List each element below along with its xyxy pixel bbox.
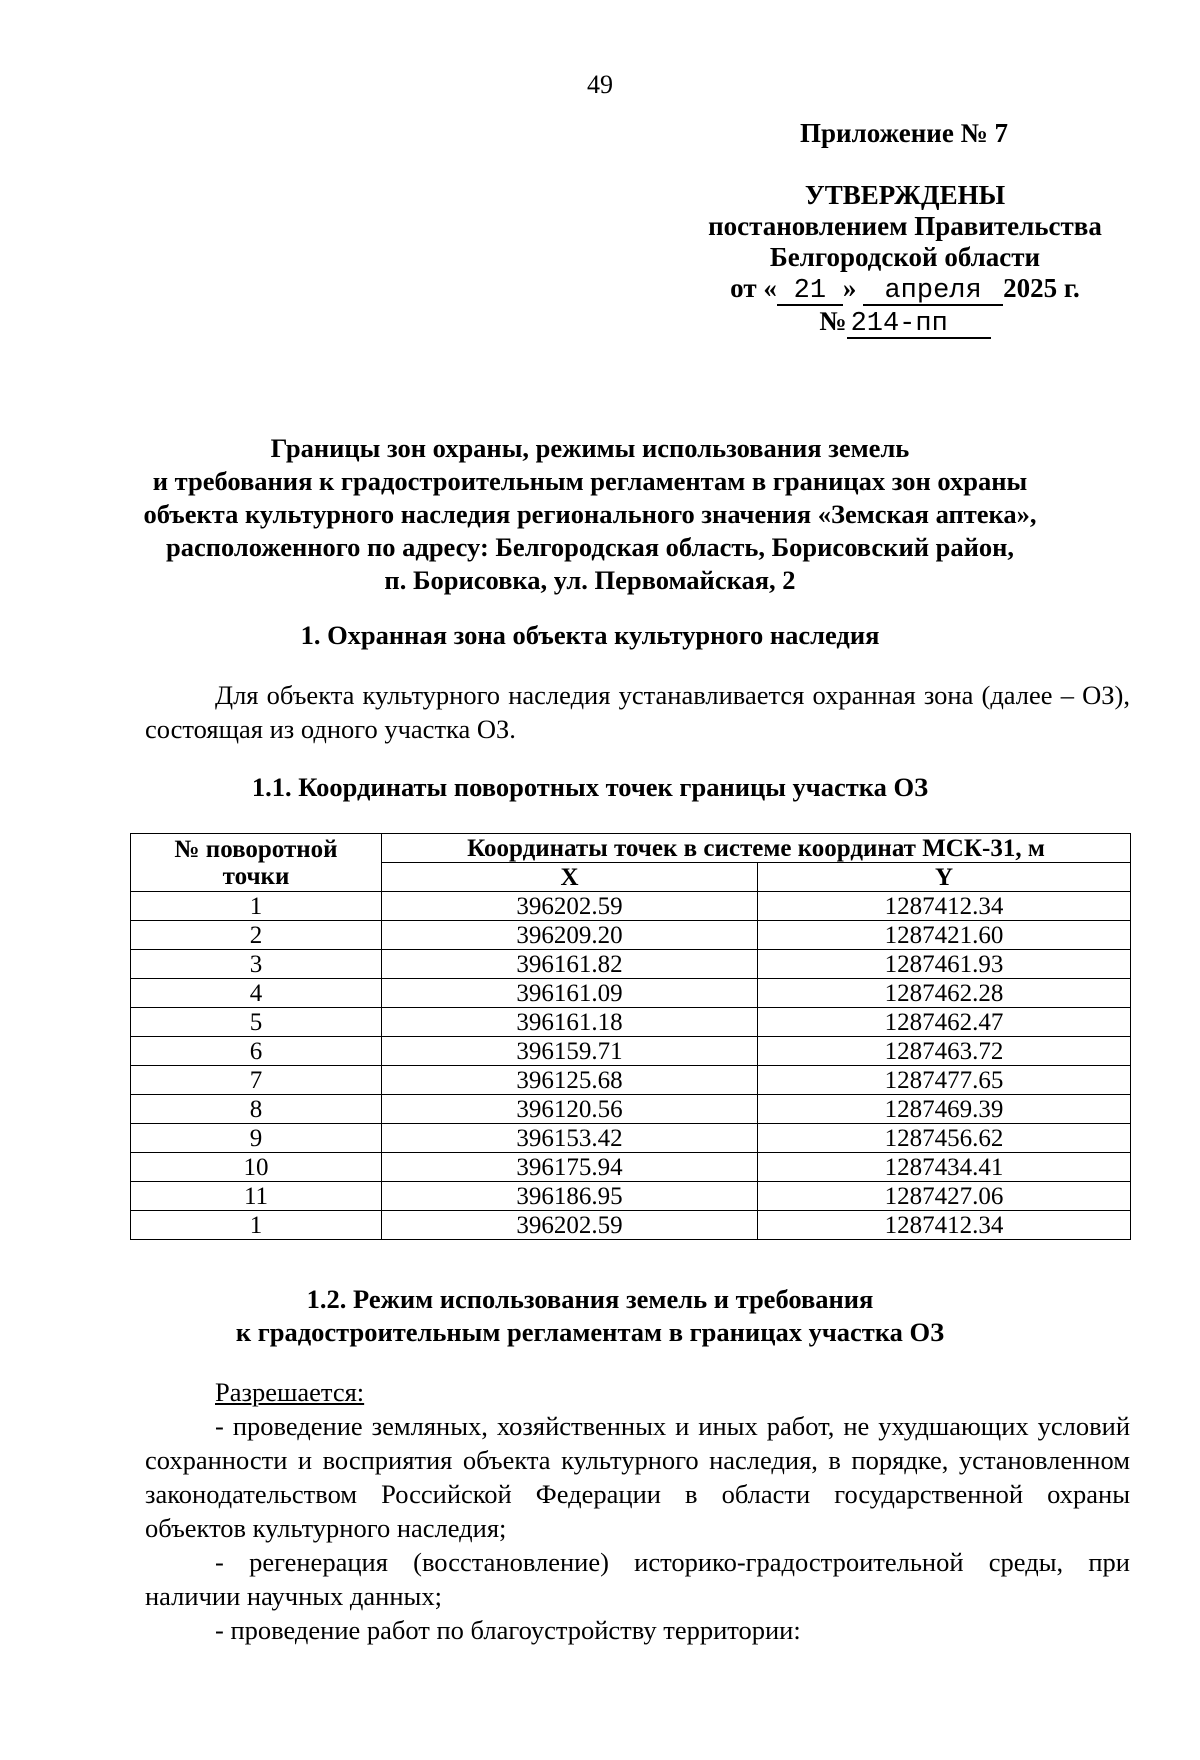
col-point-header xyxy=(131,834,382,892)
y-cell: 1287456.62 xyxy=(758,1124,1131,1153)
table-row xyxy=(131,921,1131,950)
allowed-label: Разрешается: xyxy=(215,1377,365,1407)
allowed-block xyxy=(145,1375,1130,1647)
y-cell: 1287412.34 xyxy=(758,1211,1131,1240)
point-cell: 6 xyxy=(131,1037,382,1066)
table-row xyxy=(131,892,1131,921)
x-cell: 396161.18 xyxy=(382,1008,758,1037)
x-cell: 396202.59 xyxy=(382,1211,758,1240)
table-row xyxy=(131,1211,1131,1240)
approval-line-1: постановлением Правительства xyxy=(708,211,1102,241)
point-cell: 1 xyxy=(131,892,382,921)
col-coords-header: Координаты точек в системе координат МСК-31, м xyxy=(382,834,1131,863)
approval-block xyxy=(690,180,1120,339)
y-cell: 1287427.06 xyxy=(758,1182,1131,1211)
approval-number xyxy=(690,306,1120,339)
section-1-text: Для объекта культурного наследия устанавливается охранная зона (далее – ОЗ), состоящая из одного участка ОЗ. xyxy=(145,680,1130,744)
section-1-heading: 1. Охранная зона объекта культурного наследия xyxy=(300,620,880,650)
x-cell: 396153.42 xyxy=(382,1124,758,1153)
x-cell: 396161.09 xyxy=(382,979,758,1008)
point-cell: 11 xyxy=(131,1182,382,1211)
table-row xyxy=(131,1153,1131,1182)
y-cell: 1287462.28 xyxy=(758,979,1131,1008)
x-cell: 396120.56 xyxy=(382,1095,758,1124)
col-point-header-line: № поворотной xyxy=(174,835,338,863)
date-mid: » xyxy=(842,273,857,303)
table-row xyxy=(131,1037,1131,1066)
section-1-2-heading-line: к градостроительным регламентам в границах участка ОЗ xyxy=(235,1317,945,1347)
main-title-line: Границы зон охраны, режимы использования земель xyxy=(270,433,910,463)
col-y-header: Y xyxy=(758,863,1131,892)
y-cell: 1287462.47 xyxy=(758,1008,1131,1037)
x-cell: 396186.95 xyxy=(382,1182,758,1211)
date-prefix: от « xyxy=(730,273,777,303)
x-cell: 396209.20 xyxy=(382,921,758,950)
table-row xyxy=(131,1066,1131,1095)
point-cell: 2 xyxy=(131,921,382,950)
point-cell: 1 xyxy=(131,1211,382,1240)
point-cell: 8 xyxy=(131,1095,382,1124)
main-title-line: п. Борисовка, ул. Первомайская, 2 xyxy=(384,565,796,595)
allowed-item: - проведение работ по благоустройству территории: xyxy=(215,1615,801,1645)
allowed-item: - регенерация (восстановление) историко-градостроительной среды, при наличии научных данных; xyxy=(145,1547,1130,1611)
y-cell: 1287421.60 xyxy=(758,921,1131,950)
y-cell: 1287434.41 xyxy=(758,1153,1131,1182)
x-cell: 396159.71 xyxy=(382,1037,758,1066)
appendix-label: Приложение № 7 xyxy=(800,118,1008,148)
section-1-2-heading xyxy=(110,1283,1070,1349)
col-x-header: X xyxy=(382,863,758,892)
x-cell: 396161.82 xyxy=(382,950,758,979)
table-row xyxy=(131,950,1131,979)
approval-line-2: Белгородской области xyxy=(769,242,1041,272)
table-row xyxy=(131,1124,1131,1153)
point-cell: 7 xyxy=(131,1066,382,1095)
point-cell: 3 xyxy=(131,950,382,979)
date-month: апреля xyxy=(863,278,1003,306)
table-row xyxy=(131,1182,1131,1211)
main-title xyxy=(110,432,1070,597)
coordinates-table-body xyxy=(131,892,1131,1240)
allowed-item: - проведение земляных, хозяйственных и иных работ, не ухудшающих условий сохранности и восприятия объекта культурного наследия, в порядке, установленном законодательством Российской Федерации в области государственной охраны объектов культурного наследия; xyxy=(145,1411,1130,1543)
approval-date xyxy=(690,273,1120,306)
date-year: 2025 г. xyxy=(1003,273,1080,303)
point-cell: 5 xyxy=(131,1008,382,1037)
col-point-header-line: точки xyxy=(222,862,290,890)
y-cell: 1287461.93 xyxy=(758,950,1131,979)
point-cell: 4 xyxy=(131,979,382,1008)
main-title-line: расположенного по адресу: Белгородская область, Борисовский район, xyxy=(165,532,1015,562)
decree-number: 214-пп xyxy=(847,311,991,339)
y-cell: 1287477.65 xyxy=(758,1066,1131,1095)
coordinates-table xyxy=(130,833,1131,1240)
main-title-line: и требования к градостроительным регламентам в границах зон охраны xyxy=(152,466,1028,496)
table-row xyxy=(131,1008,1131,1037)
section-1-2-heading-line: 1.2. Режим использования земель и требования xyxy=(306,1284,874,1314)
y-cell: 1287412.34 xyxy=(758,892,1131,921)
y-cell: 1287463.72 xyxy=(758,1037,1131,1066)
page-number: 49 xyxy=(587,70,613,99)
y-cell: 1287469.39 xyxy=(758,1095,1131,1124)
table-row xyxy=(131,1095,1131,1124)
x-cell: 396202.59 xyxy=(382,892,758,921)
x-cell: 396175.94 xyxy=(382,1153,758,1182)
table-row xyxy=(131,979,1131,1008)
point-cell: 10 xyxy=(131,1153,382,1182)
date-day: 21 xyxy=(777,278,843,306)
number-prefix: № xyxy=(819,306,847,336)
approval-title: УТВЕРЖДЕНЫ xyxy=(804,180,1006,210)
x-cell: 396125.68 xyxy=(382,1066,758,1095)
main-title-line: объекта культурного наследия регионального значения «Земская аптека», xyxy=(143,499,1037,529)
point-cell: 9 xyxy=(131,1124,382,1153)
section-1-1-heading: 1.1. Координаты поворотных точек границы участка ОЗ xyxy=(251,772,929,802)
